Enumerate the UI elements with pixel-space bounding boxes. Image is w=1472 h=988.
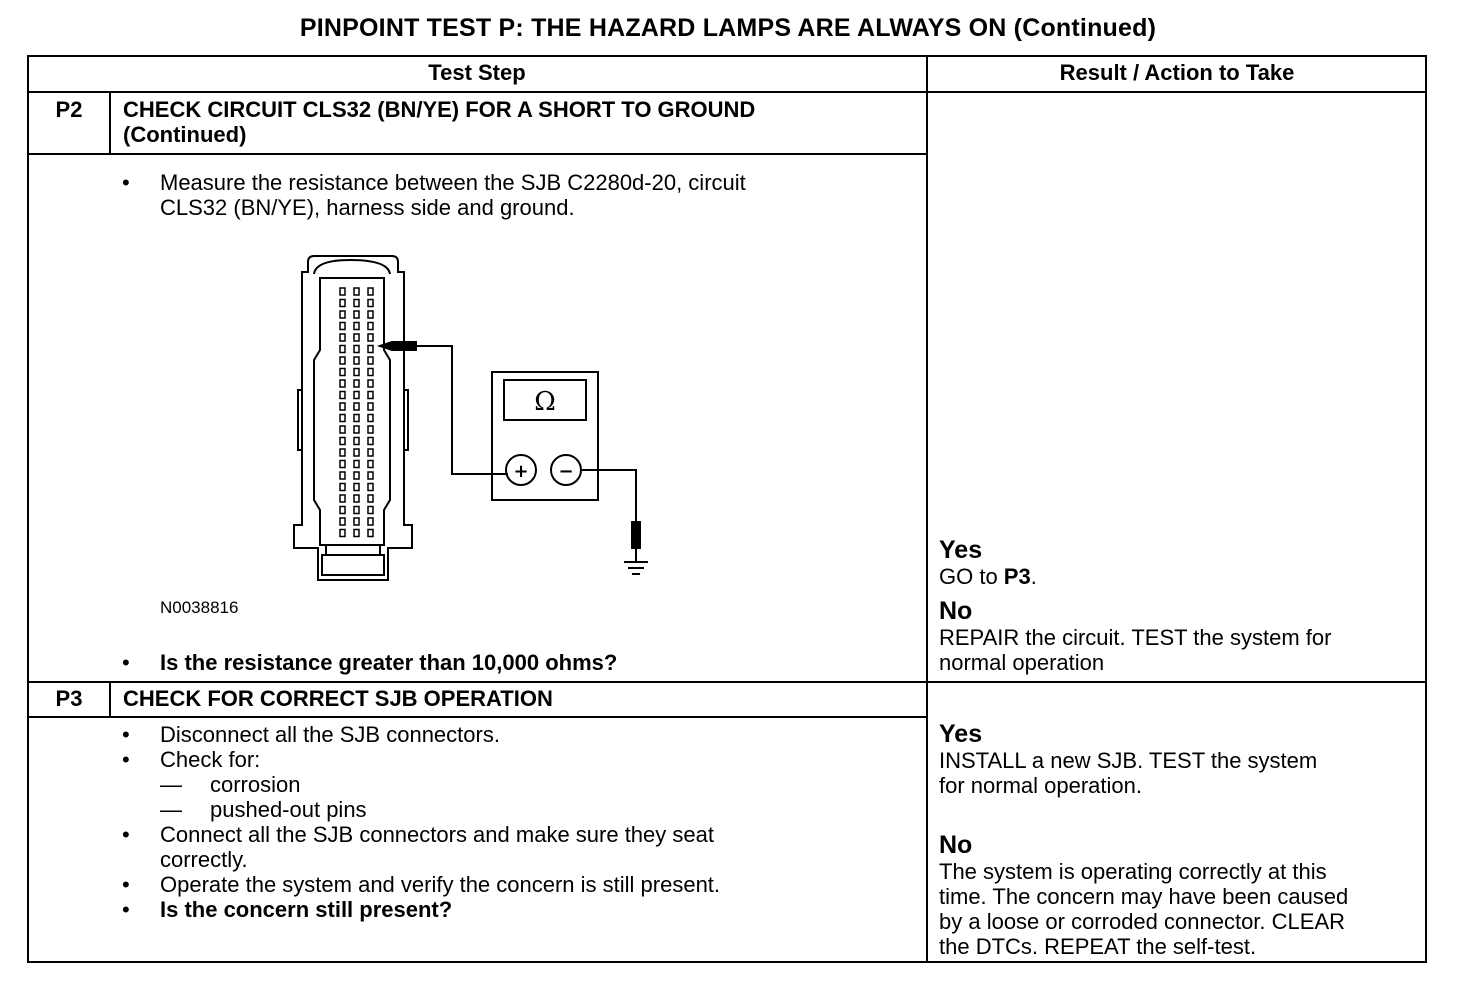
- minus-symbol: −: [558, 461, 574, 482]
- pin-cavity: [340, 426, 345, 433]
- connector-pin-cavities: [340, 288, 373, 537]
- pin-cavity: [354, 369, 359, 376]
- pin-cavity: [340, 357, 345, 364]
- bullet: •: [122, 747, 130, 772]
- connector-lower-lock: [322, 555, 384, 575]
- pin-cavity: [354, 461, 359, 468]
- page-title: PINPOINT TEST P: THE HAZARD LAMPS ARE ALWAYS ON (Continued): [299, 14, 1157, 42]
- pin-cavity: [340, 323, 345, 330]
- pin-cavity: [368, 369, 373, 376]
- pin-cavity: [354, 472, 359, 479]
- p2-no-line2: normal operation: [939, 650, 1105, 675]
- p2-question: Is the resistance greater than 10,000 ohms?: [160, 650, 618, 675]
- p3-no-line4: the DTCs. REPEAT the self-test.: [939, 934, 1257, 959]
- connector-ohmmeter-diagram: [280, 250, 680, 590]
- step-title-p3: CHECK FOR CORRECT SJB OPERATION: [123, 686, 553, 711]
- positive-probe: [380, 342, 416, 350]
- pin-cavity: [368, 334, 373, 341]
- pin-cavity: [368, 507, 373, 514]
- p2-yes-label: Yes: [939, 536, 983, 564]
- pin-cavity: [354, 346, 359, 353]
- pin-cavity: [368, 323, 373, 330]
- pin-cavity: [340, 311, 345, 318]
- pin-cavity: [368, 380, 373, 387]
- connector-inner-wall: [314, 278, 390, 545]
- step-id-p2: P2: [55, 97, 83, 122]
- pin-cavity: [354, 392, 359, 399]
- test-step-header: Test Step: [428, 60, 526, 85]
- p3-step3-line2: correctly.: [160, 847, 248, 872]
- pin-cavity: [354, 288, 359, 295]
- pin-cavity: [354, 518, 359, 525]
- pin-cavity: [340, 449, 345, 456]
- pin-cavity: [340, 334, 345, 341]
- pin-cavity: [340, 507, 345, 514]
- p3-no-line3: by a loose or corroded connector. CLEAR: [939, 909, 1346, 934]
- connector-top-latch: [314, 260, 390, 274]
- dash: —: [160, 772, 182, 797]
- pin-cavity: [368, 300, 373, 307]
- p3-title-divider: [27, 716, 927, 718]
- p2-p3-divider: [27, 681, 1427, 683]
- pin-cavity: [354, 530, 359, 537]
- bullet: •: [122, 170, 130, 195]
- connector-outline: [294, 256, 412, 580]
- negative-test-lead: [581, 470, 636, 522]
- pin-cavity: [340, 288, 345, 295]
- pin-cavity: [340, 403, 345, 410]
- pin-cavity: [340, 438, 345, 445]
- p2-no-label: No: [939, 597, 973, 625]
- pin-cavity: [354, 449, 359, 456]
- p2-yes-prefix: GO to: [939, 564, 1004, 589]
- pin-cavity: [354, 415, 359, 422]
- pin-cavity: [340, 484, 345, 491]
- pin-cavity: [368, 357, 373, 364]
- p3-step1: Disconnect all the SJB connectors.: [160, 722, 500, 747]
- pin-cavity: [354, 403, 359, 410]
- p3-yes-label: Yes: [939, 720, 983, 748]
- p3-step4: Operate the system and verify the concern is still present.: [160, 872, 721, 897]
- column-divider: [926, 55, 928, 963]
- p2-yes-action: [939, 564, 1037, 589]
- pin-cavity: [340, 380, 345, 387]
- pin-cavity: [340, 518, 345, 525]
- bullet: •: [122, 650, 130, 675]
- pin-cavity: [340, 461, 345, 468]
- pin-cavity: [368, 530, 373, 537]
- p2-yes-target-link[interactable]: P3: [1003, 564, 1031, 589]
- p3-no-label: No: [939, 831, 973, 859]
- step-title-p2: [123, 97, 913, 147]
- pin-cavity: [340, 369, 345, 376]
- p3-sub1: corrosion: [210, 772, 301, 797]
- pin-cavity: [368, 346, 373, 353]
- p2-step-line2: CLS32 (BN/YE), harness side and ground.: [160, 195, 575, 220]
- step-id-p3: P3: [55, 686, 83, 711]
- step-title-p2-line1: CHECK CIRCUIT CLS32 (BN/YE) FOR A SHORT TO GROUND: [123, 97, 756, 122]
- p2-yes-suffix: .: [1030, 564, 1037, 589]
- pin-cavity: [340, 415, 345, 422]
- pin-cavity: [354, 426, 359, 433]
- ohm-symbol: Ω: [534, 387, 556, 417]
- p3-sub2: pushed-out pins: [210, 797, 367, 822]
- pin-cavity: [368, 495, 373, 502]
- negative-probe: [632, 522, 640, 548]
- figure-id: N0038816: [160, 598, 239, 617]
- p3-yes-line2: for normal operation.: [939, 773, 1142, 798]
- bullet: •: [122, 897, 130, 922]
- pin-cavity: [368, 449, 373, 456]
- pin-cavity: [368, 461, 373, 468]
- pin-cavity: [354, 357, 359, 364]
- pin-cavity: [368, 472, 373, 479]
- positive-test-lead: [416, 346, 508, 474]
- pin-cavity: [368, 518, 373, 525]
- pin-cavity: [368, 403, 373, 410]
- p3-no-line1: The system is operating correctly at this: [939, 859, 1327, 884]
- pin-cavity: [354, 311, 359, 318]
- pin-cavity: [354, 300, 359, 307]
- header-divider: [27, 91, 1427, 93]
- bullet: •: [122, 722, 130, 747]
- pin-cavity: [368, 415, 373, 422]
- dash: —: [160, 797, 182, 822]
- pin-cavity: [340, 392, 345, 399]
- pin-cavity: [340, 346, 345, 353]
- bullet: •: [122, 872, 130, 897]
- plus-symbol: +: [513, 461, 529, 482]
- pin-cavity: [340, 300, 345, 307]
- p2-no-line1: REPAIR the circuit. TEST the system for: [939, 625, 1332, 650]
- pin-cavity: [340, 530, 345, 537]
- p3-question: Is the concern still present?: [160, 897, 453, 922]
- p2-step-line1: Measure the resistance between the SJB C2280d-20, circuit: [160, 170, 746, 195]
- pin-cavity: [354, 438, 359, 445]
- pin-cavity: [368, 288, 373, 295]
- p3-yes-line1: INSTALL a new SJB. TEST the system: [939, 748, 1318, 773]
- pin-cavity: [368, 392, 373, 399]
- pin-cavity: [354, 323, 359, 330]
- pin-cavity: [354, 495, 359, 502]
- pin-cavity: [354, 380, 359, 387]
- p3-step2: Check for:: [160, 747, 261, 772]
- p3-no-line2: time. The concern may have been caused: [939, 884, 1349, 909]
- bullet: •: [122, 822, 130, 847]
- pin-cavity: [354, 484, 359, 491]
- pin-cavity: [340, 472, 345, 479]
- pin-cavity: [368, 311, 373, 318]
- p3-step3-line1: Connect all the SJB connectors and make sure they seat: [160, 822, 714, 847]
- pin-cavity: [368, 484, 373, 491]
- pin-cavity: [368, 426, 373, 433]
- result-header: Result / Action to Take: [1059, 60, 1295, 85]
- pin-cavity: [368, 438, 373, 445]
- pin-cavity: [340, 495, 345, 502]
- pin-cavity: [354, 507, 359, 514]
- pin-cavity: [354, 334, 359, 341]
- step-title-p2-line2: (Continued): [123, 122, 247, 147]
- p2-title-divider: [27, 153, 927, 155]
